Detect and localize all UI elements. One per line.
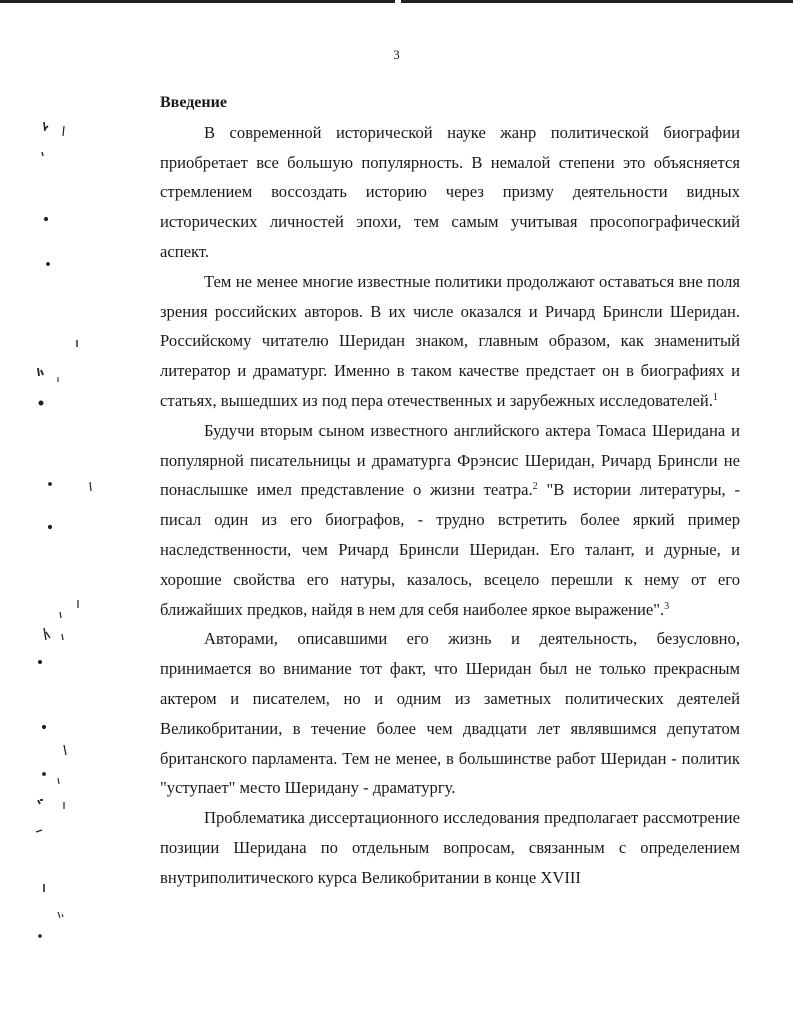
top-border-gap bbox=[395, 0, 401, 3]
paragraph-3-text-a: Будучи вторым сыном известного английского актера Томаса Шеридана и популярной писательницы и драматурга Фрэнсис Шеридан, Ричард Бринсли не понаслышке имел представление о жизни театра. bbox=[160, 420, 740, 500]
footnote-ref-1: 1 bbox=[712, 391, 718, 403]
paragraph-4-text: Авторами, описавшими его жизнь и деятельность, безусловно, принимается во внимание тот факт, что Шеридан был не только прекрасным актером и писателем, но и одним из заметных политических деятелей Великобритании, в течение более чем двадцати лет являвшимся депутатом британского парламента. Тем не менее, в большинстве работ Шеридан - политик "уступает" место Шеридану - драматургу. bbox=[160, 629, 740, 798]
document-body bbox=[160, 88, 740, 893]
paragraph-3-text-b: "В истории литературы, - писал один из его биографов, - трудно встретить более яркий пример наследственности, чем Ричард Бринсли Шеридан. Его талант, и дурные, и хорошие свойства его натуры, казалось, всецело перешли к нему от его ближайших предков, найдя в нем для себя наиболее яркое выражение". bbox=[160, 480, 741, 619]
section-heading: Введение bbox=[160, 94, 227, 111]
paragraph-4 bbox=[160, 624, 740, 803]
paragraph-2 bbox=[160, 267, 740, 416]
paragraph-1-text: В современной исторической науке жанр политической биографии приобретает все большую популярность. В немалой степени это объясняется стремлением воссоздать историю через призму деятельности видных исторических личностей эпохи, тем самым учитывая просопографический аспект. bbox=[160, 122, 740, 261]
paragraph-3 bbox=[160, 416, 740, 625]
footnote-ref-3: 3 bbox=[664, 600, 670, 612]
footnote-ref-2: 2 bbox=[532, 481, 538, 493]
paragraph-1 bbox=[160, 118, 740, 267]
page-number: 3 bbox=[393, 47, 400, 62]
paragraph-5-text: Проблематика диссертационного исследования предполагает рассмотрение позиции Шеридана по отдельным вопросам, связанным с определением внутриполитического курса Великобритании в конце XVIII bbox=[160, 808, 740, 887]
paragraph-2-text: Тем не менее многие известные политики продолжают оставаться вне поля зрения российских авторов. В их числе оказался и Ричард Бринсли Шеридан. Российскому читателю Шеридан знаком, главным образом, как знаменитый литератор и драматург. Именно в таком качестве предстает он в биографиях и статьях, вышедших из под пера отечественных и зарубежных исследователей. bbox=[160, 271, 740, 410]
paragraph-5 bbox=[160, 803, 740, 892]
scan-noise-marks bbox=[0, 0, 110, 1025]
